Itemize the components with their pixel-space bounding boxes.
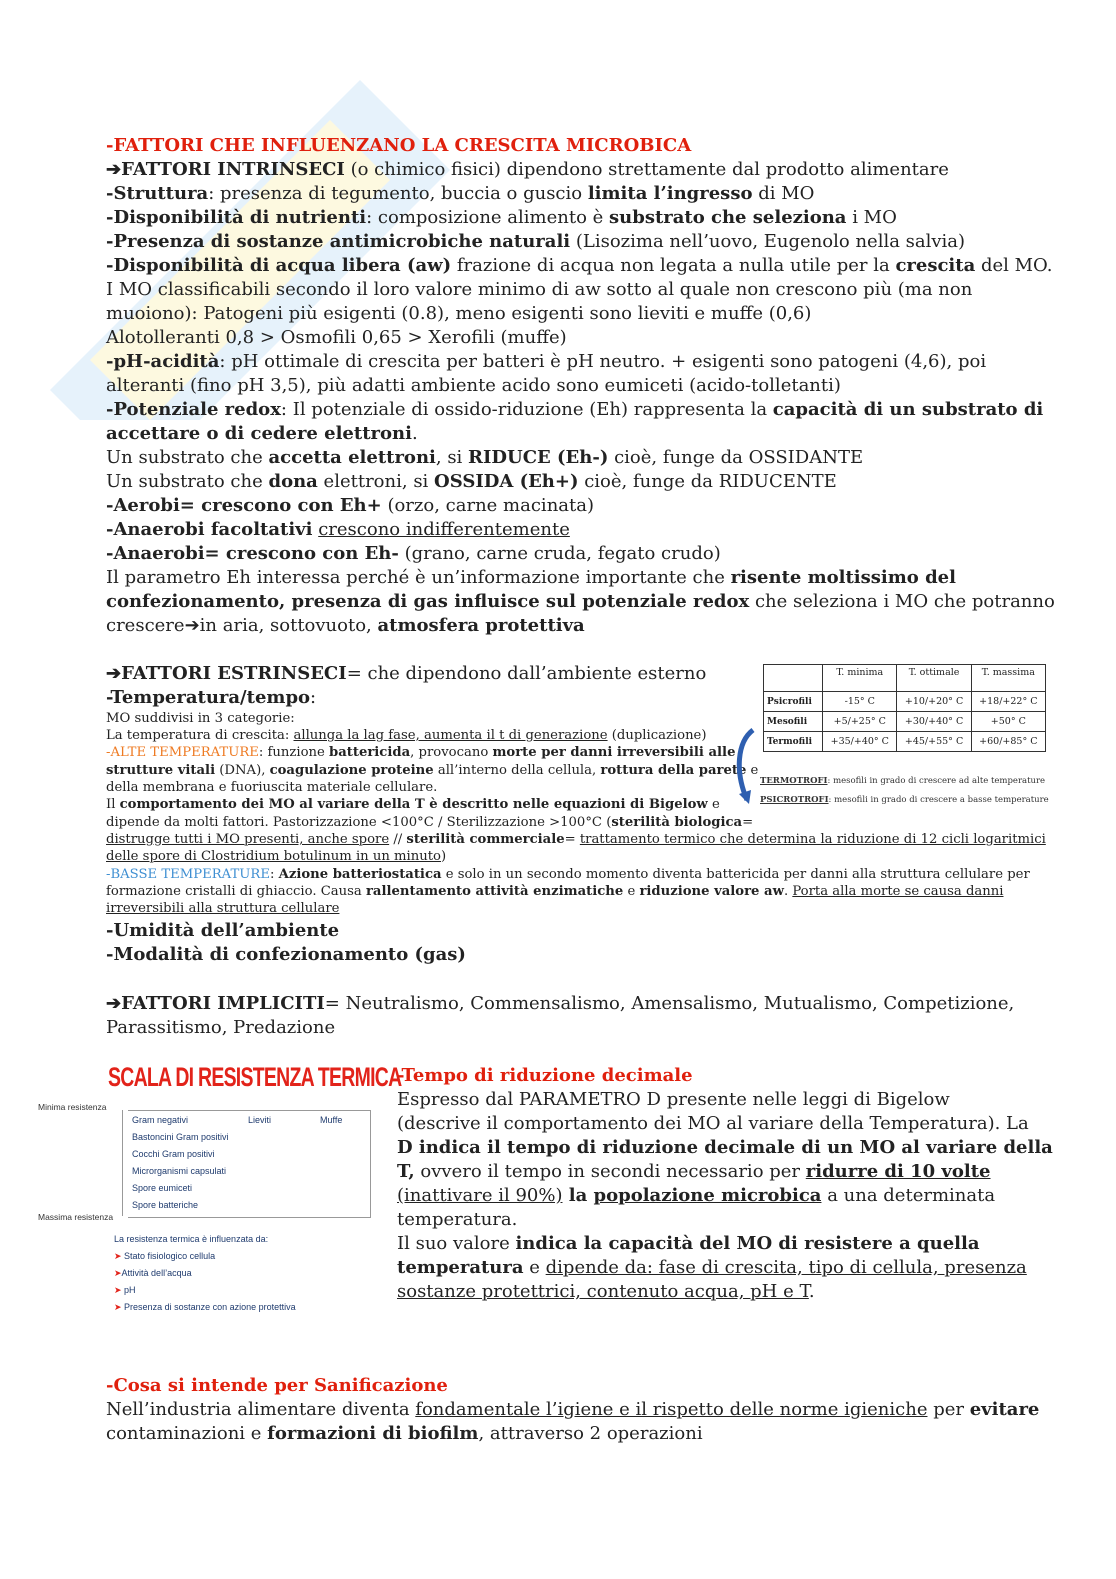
aw-line-3: Alotolleranti 0,8 > Osmofili 0,65 > Xerofili (muffe) bbox=[106, 327, 567, 348]
scala-item: Spore batteriche bbox=[132, 1200, 199, 1210]
estrinseci-line: ➔FATTORI ESTRINSECI= che dipendono dall’ambiente esterno bbox=[106, 663, 707, 684]
curved-arrow-icon bbox=[733, 728, 757, 806]
eh-line-3: crescere➔in aria, sottovuoto, atmosfera protettiva bbox=[106, 615, 585, 636]
trd-line-7: Il suo valore indica la capacità del MO di resistere a quella bbox=[397, 1233, 980, 1254]
scale-axis bbox=[122, 1110, 123, 1216]
scala-col: Muffe bbox=[320, 1115, 343, 1125]
table-cell: Termofili bbox=[764, 732, 823, 752]
influenza-item: ➤ pH bbox=[114, 1285, 136, 1295]
table-header-cell: T. ottimale bbox=[897, 665, 971, 692]
trd-line-8: temperatura e dipende da: fase di crescita, tipo di cellula, presenza bbox=[397, 1257, 1027, 1278]
termotrofi-note: TERMOTROFI: mesofili in grado di crescere ad alte temperature bbox=[760, 776, 1046, 786]
table-header-cell bbox=[764, 665, 823, 692]
table-cell: +45/+55° C bbox=[897, 732, 971, 752]
facoltativi-line: -Anaerobi facoltativi crescono indifferentemente bbox=[106, 519, 570, 540]
psicrotrofi-note: PSICROTROFI: mesofili in grado di crescere a basse temperature bbox=[760, 795, 1049, 805]
table-cell: +5/+25° C bbox=[823, 712, 897, 732]
eh-line-2: confezionamento, presenza di gas influisce sul potenziale redox che seleziona i MO che potranno bbox=[106, 591, 1055, 612]
mo-categorie: MO suddivisi in 3 categorie: bbox=[106, 711, 295, 726]
redox-line: -Potenziale redox: Il potenziale di ossido-riduzione (Eh) rappresenta la capacità di un substrato di bbox=[106, 399, 1044, 420]
temp-line: -Temperatura/tempo: bbox=[106, 687, 317, 708]
basse-line-2: formazione cristalli di ghiaccio. Causa rallentamento attività enzimatiche e riduzione valore aw. Porta alla morte se causa danni bbox=[106, 884, 1004, 899]
trd-line-2: (descrive il comportamento dei MO al variare della Temperatura). La bbox=[397, 1113, 1029, 1134]
crescita-line: La temperatura di crescita: allunga la lag fase, aumenta il t di generazione (duplicazione) bbox=[106, 728, 707, 743]
sanif-title: -Cosa si intende per Sanificazione bbox=[106, 1375, 448, 1396]
umidita-line: -Umidità dell’ambiente bbox=[106, 920, 340, 941]
table-row bbox=[764, 692, 1046, 712]
nutrienti-line: -Disponibilità di nutrienti: composizione alimento è substrato che seleziona i MO bbox=[106, 207, 897, 228]
alte-line-3: della membrana e fuoriuscita materiale cellulare. bbox=[106, 780, 438, 795]
table-cell: +10/+20° C bbox=[897, 692, 971, 712]
alte-line-2: strutture vitali (DNA), coagulazione proteine all’interno della cellula, rottura della parete e bbox=[106, 763, 759, 778]
table-cell: +60/+85° C bbox=[971, 732, 1045, 752]
aw-line-1: I MO classificabili secondo il loro valore minimo di aw sotto al quale non crescono più (ma non bbox=[106, 279, 973, 300]
influenza-heading: La resistenza termica è influenzata da: bbox=[114, 1234, 269, 1244]
influenza-item: ➤ Presenza di sostanze con azione protettiva bbox=[114, 1302, 296, 1312]
trd-line-9: sostanze protettrici, contenuto acqua, pH e T. bbox=[397, 1281, 815, 1302]
table-cell: Mesofili bbox=[764, 712, 823, 732]
redox-line-2: accettare o di cedere elettroni. bbox=[106, 423, 418, 444]
scala-item: Microrganismi capsulati bbox=[132, 1166, 227, 1176]
modalita-line: -Modalità di confezionamento (gas) bbox=[106, 944, 466, 965]
scala-item: Cocchi Gram positivi bbox=[132, 1149, 215, 1159]
max-resistenza-label: Massima resistenza bbox=[38, 1212, 114, 1222]
ph-line: -pH-acidità: pH ottimale di crescita per batteri è pH neutro. + esigenti sono patogeni (4,6), poi bbox=[106, 351, 987, 372]
basse-line-3: irreversibili alla struttura cellulare bbox=[106, 901, 340, 916]
temperature-table bbox=[763, 664, 1046, 752]
ph-line-2: alteranti (fino pH 3,5), più adatti ambiente acido sono eumiceti (acido-tolletanti) bbox=[106, 375, 841, 396]
table-row bbox=[764, 732, 1046, 752]
impliciti-line-2: Parassitismo, Predazione bbox=[106, 1017, 336, 1038]
trd-line-4: T, ovvero il tempo in secondi necessario per ridurre di 10 volte bbox=[397, 1161, 991, 1182]
dona-line: Un substrato che dona elettroni, si OSSIDA (Eh+) cioè, funge da RIDUCENTE bbox=[106, 471, 837, 492]
bigelow-line-3: distrugge tutti i MO presenti, anche spore // sterilità commerciale= trattamento termico che determina la riduzione di 12 cicli logaritmici bbox=[106, 832, 1046, 847]
scala-item: Spore eumiceti bbox=[132, 1183, 193, 1193]
scala-col: Gram negativi bbox=[132, 1115, 189, 1125]
table-cell: -15° C bbox=[823, 692, 897, 712]
table-cell: +50° C bbox=[971, 712, 1045, 732]
anaerobi-line: -Anaerobi= crescono con Eh- (grano, carne cruda, fegato crudo) bbox=[106, 543, 721, 564]
impliciti-line: ➔FATTORI IMPLICITI= Neutralismo, Commensalismo, Amensalismo, Mutualismo, Competizione, bbox=[106, 993, 1015, 1014]
acqua-line: -Disponibilità di acqua libera (aw) frazione di acqua non legata a nulla utile per la crescita del MO. bbox=[106, 255, 1053, 276]
influenza-item: ➤ Stato fisiologico cellula bbox=[114, 1251, 216, 1261]
trd-line-5: (inattivare il 90%) la popolazione microbica a una determinata bbox=[397, 1185, 996, 1206]
min-resistenza-label: Minima resistenza bbox=[38, 1102, 107, 1112]
influenza-item: ➤Attività dell’acqua bbox=[114, 1268, 192, 1278]
table-header-row bbox=[764, 665, 1046, 692]
accetta-line: Un substrato che accetta elettroni, si RIDUCE (Eh-) cioè, funge da OSSIDANTE bbox=[106, 447, 864, 468]
table-cell: +30/+40° C bbox=[897, 712, 971, 732]
sanif-line-1: Nell’industria alimentare diventa fondamentale l’igiene e il rispetto delle norme igieniche per evitare bbox=[106, 1399, 1040, 1420]
section-title: -FATTORI CHE INFLUENZANO LA CRESCITA MICROBICA bbox=[106, 135, 692, 156]
alte-line: -ALTE TEMPERATURE: funzione battericida, provocano morte per danni irreversibili alle bbox=[106, 745, 736, 760]
scala-item: Bastoncini Gram positivi bbox=[132, 1132, 229, 1142]
scala-title: SCALA DI RESISTENZA TERMICA bbox=[108, 1062, 402, 1092]
sanif-line-2: contaminazioni e formazioni di biofilm, attraverso 2 operazioni bbox=[106, 1423, 703, 1444]
basse-line: -BASSE TEMPERATURE: Azione batteriostatica e solo in un secondo momento diventa battericida per danni alla struttura cellulare per bbox=[106, 867, 1030, 882]
table-cell: Psicrofili bbox=[764, 692, 823, 712]
scala-resistenza-figure bbox=[30, 1058, 402, 1318]
aerobi-line: -Aerobi= crescono con Eh+ (orzo, carne macinata) bbox=[106, 495, 595, 516]
intrinseci-line: ➔FATTORI INTRINSECI (o chimico fisici) dipendono strettamente dal prodotto alimentare bbox=[106, 159, 949, 180]
table-cell: +18/+22° C bbox=[971, 692, 1045, 712]
trd-line-1: Espresso dal PARAMETRO D presente nelle leggi di Bigelow bbox=[397, 1089, 950, 1110]
trd-line-6: temperatura. bbox=[397, 1209, 518, 1230]
eh-line-1: Il parametro Eh interessa perché è un’informazione importante che risente moltissimo del bbox=[106, 567, 956, 588]
table-header-cell: T. massima bbox=[971, 665, 1045, 692]
struttura-line: -Struttura: presenza di tegumento, buccia o guscio limita l’ingresso di MO bbox=[106, 183, 815, 204]
antimicrobiche-line: -Presenza di sostanze antimicrobiche naturali (Lisozima nell’uovo, Eugenolo nella salvia) bbox=[106, 231, 966, 252]
trd-title: -Tempo di riduzione decimale bbox=[397, 1065, 693, 1086]
table-header-cell: T. minima bbox=[823, 665, 897, 692]
bigelow-line-1: Il comportamento dei MO al variare della T è descritto nelle equazioni di Bigelow e bbox=[106, 797, 720, 812]
aw-line-2: muoiono): Patogeni più esigenti (0.8), meno esigenti sono lieviti e muffe (0,6) bbox=[106, 303, 812, 324]
table-row bbox=[764, 712, 1046, 732]
bigelow-line-4: delle spore di Clostridium botulinum in un minuto) bbox=[106, 849, 447, 864]
trd-line-3: D indica il tempo di riduzione decimale di un MO al variare della bbox=[397, 1137, 1053, 1158]
table-cell: +35/+40° C bbox=[823, 732, 897, 752]
bigelow-line-2: dipende da molti fattori. Pastorizzazione <100°C / Sterilizzazione >100°C (sterilità biologica= bbox=[106, 815, 754, 830]
scala-col: Lieviti bbox=[248, 1115, 272, 1125]
